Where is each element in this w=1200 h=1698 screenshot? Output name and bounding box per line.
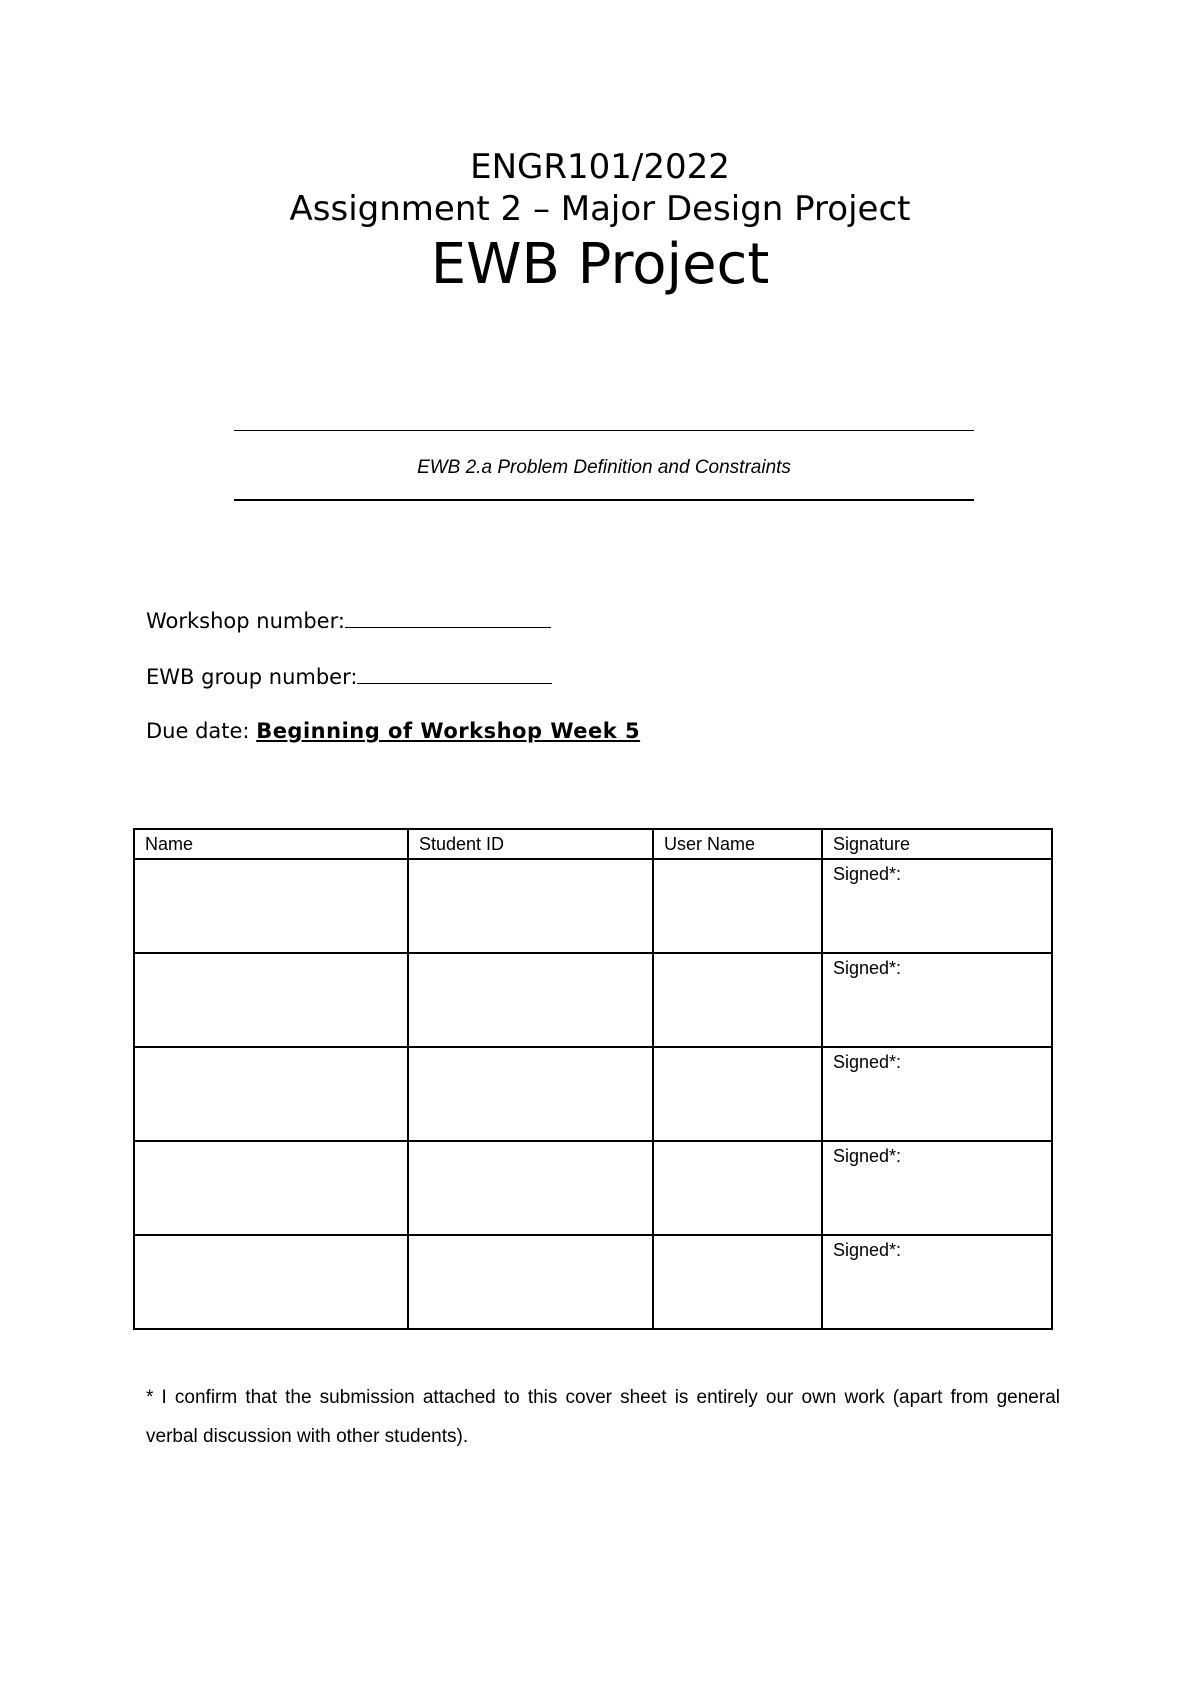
bottom-divider [234,499,974,501]
assignment-title: Assignment 2 – Major Design Project [289,189,911,229]
table-row [134,1141,1052,1235]
student-id-cell[interactable] [408,1235,653,1329]
deliverable-subtitle: EWB 2.a Problem Definition and Constraints [417,457,791,478]
student-id-cell[interactable] [408,953,653,1047]
table-row [134,1235,1052,1329]
signature-cell[interactable]: Signed*: [822,1141,1052,1235]
name-cell[interactable] [134,1141,408,1235]
table-row [134,953,1052,1047]
due-date-field [146,717,640,745]
table-row [134,859,1052,953]
name-cell[interactable] [134,1047,408,1141]
group-members-table [133,828,1053,1330]
workshop-number-blank[interactable] [345,605,551,628]
group-number-blank[interactable] [357,661,552,684]
user-name-cell[interactable] [653,1235,822,1329]
signature-cell[interactable]: Signed*: [822,1047,1052,1141]
name-cell[interactable] [134,859,408,953]
course-code: ENGR101/2022 [470,147,730,187]
header-student-id: Student ID [408,829,653,859]
student-id-cell[interactable] [408,1047,653,1141]
name-cell[interactable] [134,953,408,1047]
declaration-statement: * I confirm that the submission attached to this cover sheet is entirely our own work (apart from general verbal discussion with other students). [146,1387,1060,1447]
top-divider [234,430,974,431]
student-id-cell[interactable] [408,1141,653,1235]
project-title: EWB Project [430,232,770,297]
signature-cell[interactable]: Signed*: [822,1235,1052,1329]
header-name: Name [134,829,408,859]
header-user-name: User Name [653,829,822,859]
group-number-label: EWB group number: [146,665,358,689]
user-name-cell[interactable] [653,1141,822,1235]
signature-cell[interactable]: Signed*: [822,953,1052,1047]
user-name-cell[interactable] [653,953,822,1047]
due-date-label: Due date: [146,719,257,743]
due-date-value: Beginning of Workshop Week 5 [256,719,641,743]
group-number-field [146,661,552,691]
user-name-cell[interactable] [653,859,822,953]
workshop-number-field [146,605,551,635]
name-cell[interactable] [134,1235,408,1329]
student-id-cell[interactable] [408,859,653,953]
header-signature: Signature [822,829,1052,859]
workshop-number-label: Workshop number: [146,609,345,633]
table-row [134,1047,1052,1141]
table-header-row [134,829,1052,859]
signature-cell[interactable]: Signed*: [822,859,1052,953]
user-name-cell[interactable] [653,1047,822,1141]
